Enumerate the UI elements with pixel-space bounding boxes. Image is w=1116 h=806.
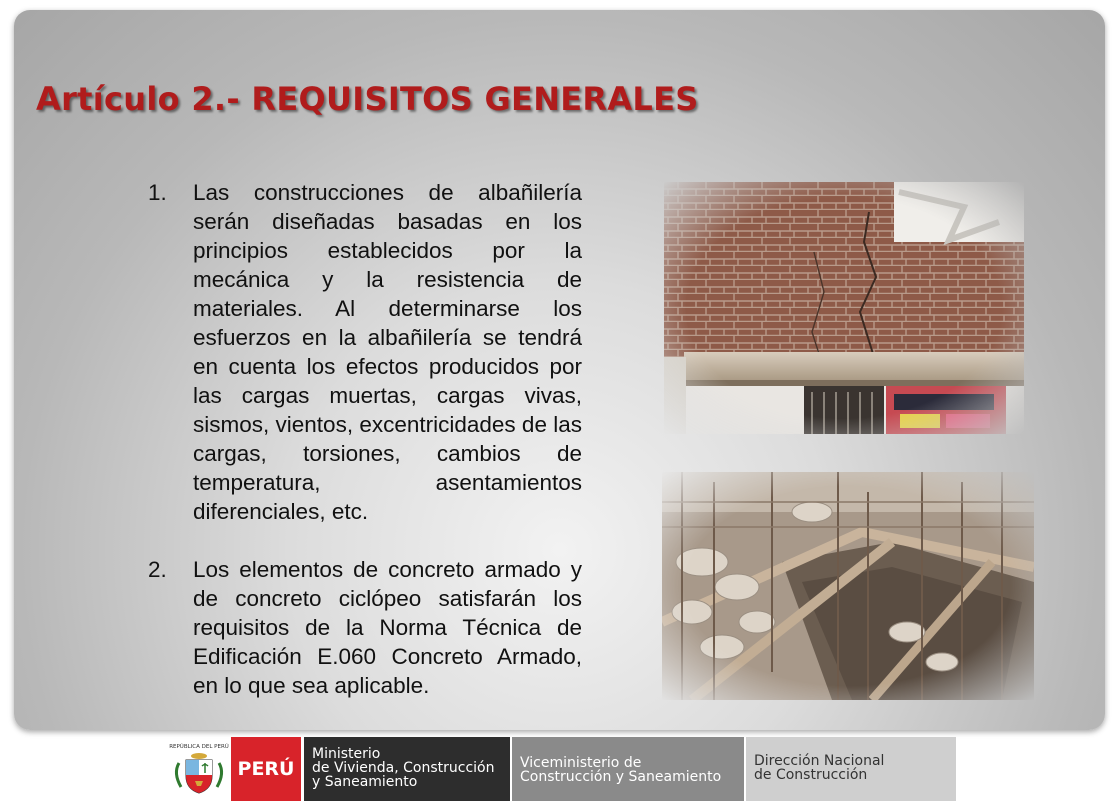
brick-wall-photo xyxy=(664,182,1024,434)
list-item-text: Los elementos de concreto armado y de concreto ciclópeo satisfarán los requisitos de la Norma Técnica de Edificación E.060 Concreto Armado, en lo que sea aplicable. xyxy=(193,557,582,698)
list-item xyxy=(142,178,582,526)
ministerio-line: y Saneamiento xyxy=(312,774,418,790)
direccion-block xyxy=(746,737,956,801)
slide-panel xyxy=(14,10,1105,730)
list-item-text: Las construcciones de albañilería serán diseñadas basadas en los principios establecidos por la mecánica y la resistencia de materiales. Al determinarse los esfuerzos en la albañilería se tendrá en cuenta los efectos producidos por las cargas muertas, cargas vivas, sismos, vientos, excentricidades de las cargas, torsiones, cambios de temperatura, asentamientos diferenciales, etc. xyxy=(193,180,582,524)
peru-coat-of-arms-icon xyxy=(167,737,231,801)
requirements-list xyxy=(142,178,582,700)
list-item-number: 1. xyxy=(148,180,167,205)
direccion-line: de Construcción xyxy=(754,767,868,783)
viceministerio-block xyxy=(512,737,744,801)
foundation-illustration xyxy=(662,472,1034,700)
brick-wall-illustration xyxy=(664,182,1024,434)
viceministerio-line: Construcción y Saneamiento xyxy=(520,769,722,785)
seal-text: REPÚBLICA DEL PERÚ xyxy=(169,744,229,750)
peru-label: PERÚ xyxy=(231,737,301,801)
list-item xyxy=(142,555,582,700)
ministerio-line: Ministerio xyxy=(312,746,381,762)
ministerio-block xyxy=(304,737,510,801)
list-item-number: 2. xyxy=(148,557,167,582)
seal-svg xyxy=(169,739,229,799)
viceministerio-line: Viceministerio de xyxy=(520,755,642,771)
footer-logo-bar xyxy=(167,737,957,801)
slide-title: Artículo 2.- REQUISITOS GENERALES xyxy=(36,80,699,118)
direccion-line: Dirección Nacional xyxy=(754,753,885,769)
ministerio-line: de Vivienda, Construcción xyxy=(312,760,495,776)
foundation-photo xyxy=(662,472,1034,700)
